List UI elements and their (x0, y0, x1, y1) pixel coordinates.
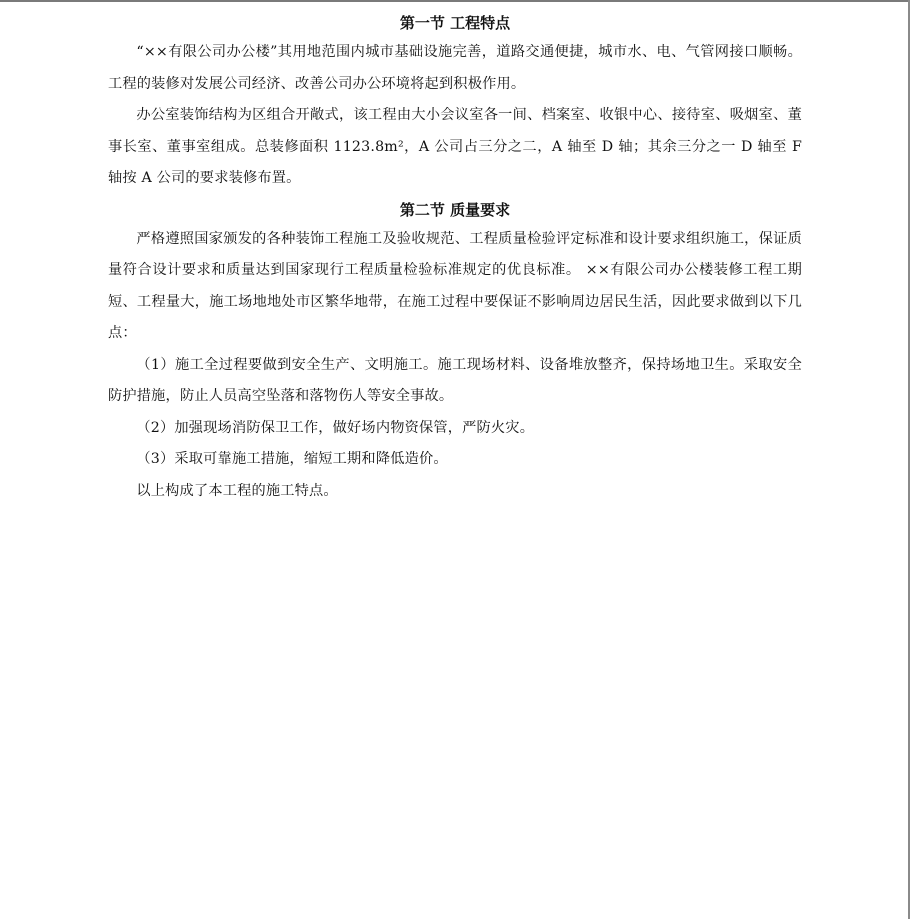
page-top-border (0, 0, 910, 2)
section-2-conclusion: 以上构成了本工程的施工特点。 (136, 482, 338, 499)
section-1-paragraph-2: 办公室装饰结构为区组合开敞式，该工程由大小会议室各一间、档案室、收银中心、接待室、吸烟室、董事长室、董事室组成。总装修面积 1123.8m²，A 公司占三分之二，A 轴至 D 轴；其余三分之一 D 轴至 F 轴按 A 公司的要求装修布置。 (108, 107, 802, 186)
section-2-item-1: （1）施工全过程要做到安全生产、文明施工。施工现场材料、设备堆放整齐，保持场地卫生。采取安全防护措施，防止人员高空坠落和落物伤人等安全事故。 (108, 356, 802, 404)
document-page (108, 10, 802, 507)
section-2-item-2: （2）加强现场消防保卫工作，做好场内物资保管，严防火灾。 (136, 419, 535, 436)
section-2-title: 第二节 质量要求 (399, 200, 511, 219)
section-2-paragraph-1: 严格遵照国家颁发的各种装饰工程施工及验收规范、工程质量检验评定标准和设计要求组织施工，保证质量符合设计要求和质量达到国家现行工程质量检验标准规定的优良标准。 ××有限公司办公楼装修工程工期短、工程量大，施工场地地处市区繁华地带，在施工过程中要保证不影响周边居民生活，因此要求做到以下几点： (108, 230, 802, 341)
section-1-title: 第一节 工程特点 (399, 14, 511, 32)
section-1-paragraph-1: “××有限公司办公楼”其用地范围内城市基础设施完善，道路交通便捷，城市水、电、气管网接口顺畅。工程的装修对发展公司经济、改善公司办公环境将起到积极作用。 (108, 44, 802, 92)
section-2-item-3: （3）采取可靠施工措施，缩短工期和降低造价。 (136, 451, 448, 467)
